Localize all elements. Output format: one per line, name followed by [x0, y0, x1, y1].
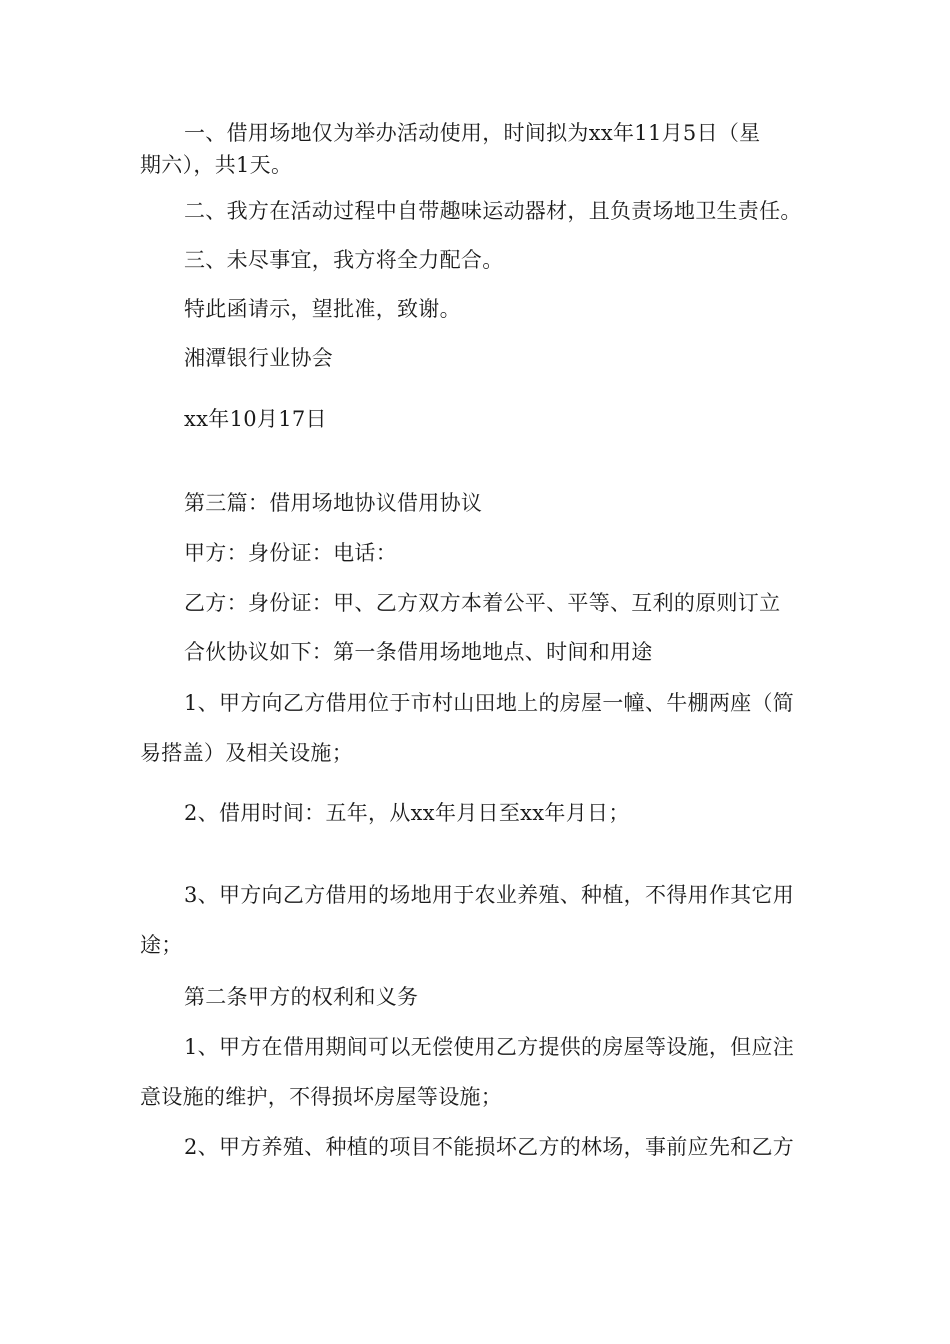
paragraph-line: 期六），共1天。 [140, 153, 293, 177]
section-heading: 第二条甲方的权利和义务 [184, 985, 419, 1009]
paragraph-line: 2、甲方养殖、种植的项目不能损坏乙方的林场，事前应先和乙方 [184, 1135, 795, 1159]
paragraph-line: 特此函请示，望批准，致谢。 [184, 297, 461, 321]
paragraph-line: 一、借用场地仅为举办活动使用，时间拟为xx年11月5日（星 [184, 121, 761, 145]
paragraph-line: 途； [140, 933, 183, 957]
paragraph-line: 1、甲方向乙方借用位于市村山田地上的房屋一幢、牛棚两座（简 [184, 691, 795, 715]
paragraph-line: 三、未尽事宜，我方将全力配合。 [184, 248, 504, 272]
section-title: 第三篇：借用场地协议借用协议 [184, 491, 483, 515]
paragraph-line: 1、甲方在借用期间可以无偿使用乙方提供的房屋等设施，但应注 [184, 1035, 795, 1059]
paragraph-line: 2、借用时间：五年，从xx年月日至xx年月日； [184, 801, 630, 825]
paragraph-line: 甲方：身份证：电话： [184, 541, 397, 565]
paragraph-line: 易搭盖）及相关设施； [140, 741, 353, 765]
paragraph-line: 二、我方在活动过程中自带趣味运动器材，且负责场地卫生责任。 [184, 199, 802, 223]
paragraph-line: 乙方：身份证：甲、乙方双方本着公平、平等、互利的原则订立 [184, 591, 781, 615]
signature-date: xx年10月17日 [184, 407, 327, 431]
paragraph-line: 意设施的维护，不得损坏房屋等设施； [140, 1085, 503, 1109]
paragraph-line: 合伙协议如下：第一条借用场地地点、时间和用途 [184, 640, 653, 664]
signature-organization: 湘潭银行业协会 [184, 346, 334, 370]
paragraph-line: 3、甲方向乙方借用的场地用于农业养殖、种植，不得用作其它用 [184, 883, 795, 907]
